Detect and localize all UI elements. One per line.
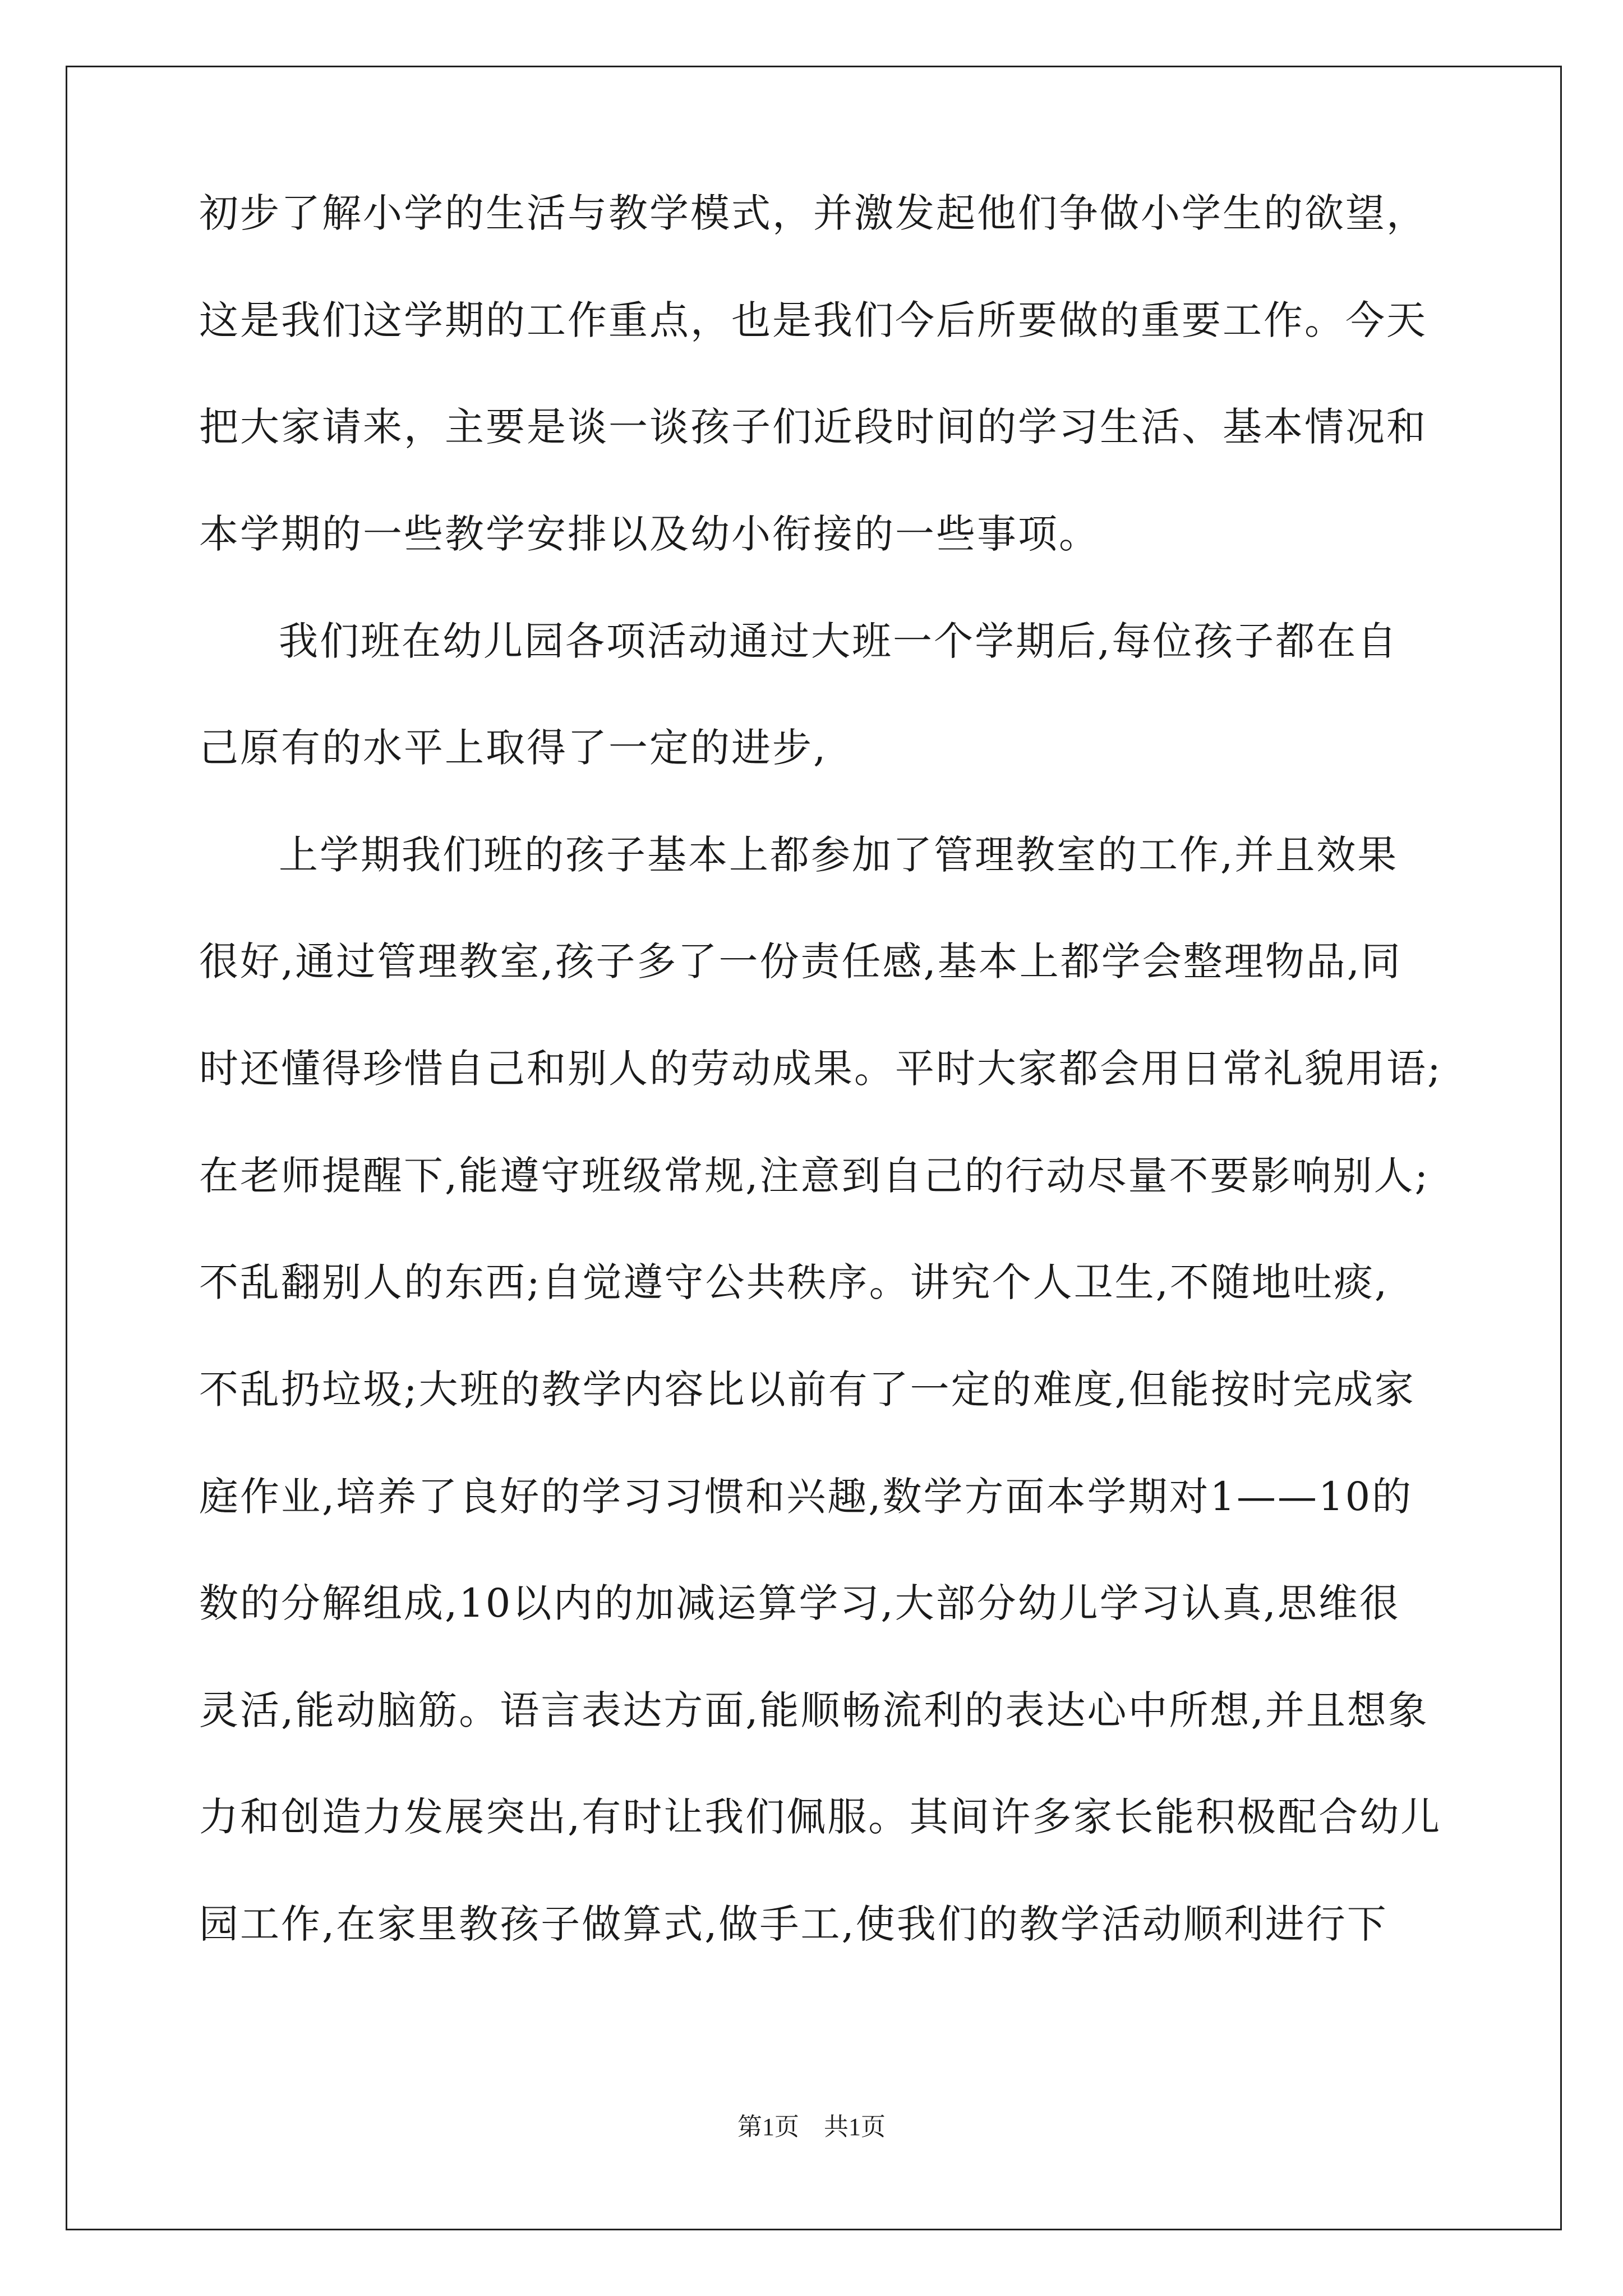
text-line: 灵活,能动脑筋。语言表达方面,能顺畅流利的表达心中所想,并且想象 (199, 1687, 1429, 1733)
text-line: 不乱翻别人的东西;自觉遵守公共秩序。讲究个人卫生,不随地吐痰, (199, 1259, 1389, 1305)
text-line: 初步了解小学的生活与教学模式，并激发起他们争做小学生的欲望， (199, 190, 1427, 236)
text-line: 不乱扔垃圾;大班的教学内容比以前有了一定的难度,但能按时完成家 (199, 1366, 1415, 1412)
page-number-footer: 第1页 共1页 (737, 2113, 886, 2141)
text-line: 庭作业,培养了良好的学习习惯和兴趣,数学方面本学期对1——10的 (199, 1474, 1413, 1520)
text-line: 己原有的水平上取得了一定的进步, (199, 725, 828, 771)
paragraph-first-line: 上学期我们班的孩子基本上都参加了管理教室的工作,并且效果 (279, 832, 1399, 878)
text-line: 园工作,在家里教孩子做算式,做手工,使我们的教学活动顺利进行下 (199, 1901, 1388, 1947)
text-line: 很好,通过管理教室,孩子多了一份责任感,基本上都学会整理物品,同 (199, 938, 1403, 984)
text-line: 数的分解组成,10以内的加减运算学习,大部分幼儿学习认真,思维很 (199, 1580, 1400, 1626)
text-line: 力和创造力发展突出,有时让我们佩服。其间许多家长能积极配合幼儿 (199, 1794, 1442, 1840)
text-line: 把大家请来，主要是谈一谈孩子们近段时间的学习生活、基本情况和 (199, 404, 1427, 450)
text-line: 本学期的一些教学安排以及幼小衔接的一些事项。 (199, 511, 1100, 557)
text-line: 这是我们这学期的工作重点，也是我们今后所要做的重要工作。今天 (199, 297, 1427, 343)
text-line: 时还懂得珍惜自己和别人的劳动成果。平时大家都会用日常礼貌用语; (199, 1046, 1442, 1092)
text-line: 在老师提醒下,能遵守班级常规,注意到自己的行动尽量不要影响别人; (199, 1153, 1430, 1199)
paragraph-first-line: 我们班在幼儿园各项活动通过大班一个学期后,每位孩子都在自 (279, 618, 1399, 664)
